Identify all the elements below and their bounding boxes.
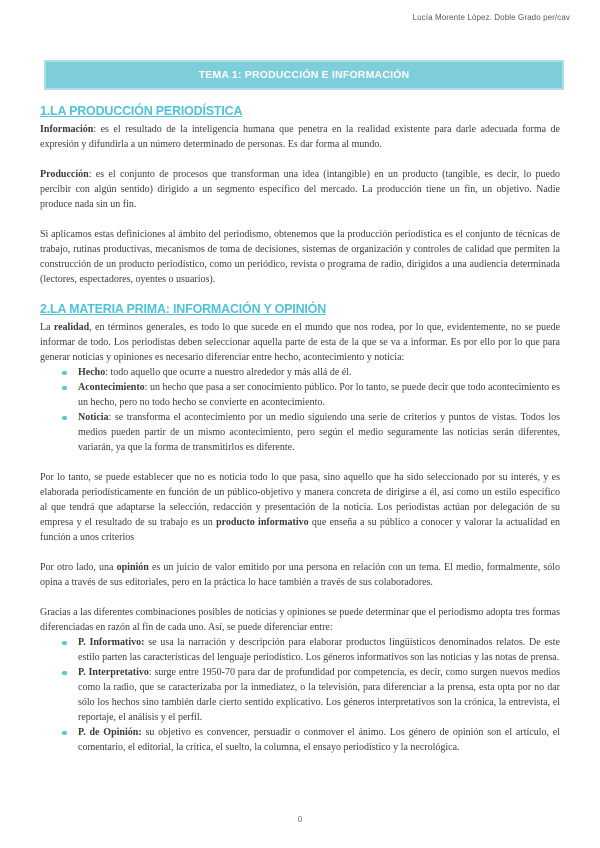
term-informacion: Información xyxy=(40,124,94,135)
list-item-text: su objetivo es convencer, persuadir o conmover el ánimo. Los género de opinión son el artículo, el comentario, el editorial, la crítica, el suelto, la columna, el ensayo periodístico y la necrológica. xyxy=(78,727,560,753)
paragraph-produccion-periodistica: Si aplicamos estas definiciones al ámbito del periodismo, obtenemos que la producción periodística es el conjunto de técnicas de trabajo, rutinas productivas, mecanismos de toma de decisiones, sistemas de organización y controles de calidad que permiten la construcción de un producto periodístico, como un periódico, revista o programa de radio, dirigidos a una audiencia determinada (lectores, espectadores, oyentes o usuarios). xyxy=(40,229,560,285)
paragraph-text: Por lo tanto, se puede establecer que no es noticia todo lo que pasa, sino aquello que ha sido seleccionado por su interés, y es elaborada periodísticamente en función de un público-objetivo y manera concreta de dirigirse a él, así como un estilo específico al que tendrá que adaptarse la selección, redacción y presentación de la noticia. Los periodistas actúan por delegación de su empresa y el resultado de su trabajo es un xyxy=(40,472,560,528)
term-p-informativo: P. Informativo: xyxy=(78,637,145,648)
paragraph-text: es un juicio de valor emitido por una persona en relación con un tema. El medio, formalmente, sólo opina a través de sus editoriales, pero en la práctica lo hace también a través de sus colaboradores. xyxy=(40,562,561,588)
list-item-text: : todo aquello que ocurre a nuestro alrededor y más allá de él. xyxy=(105,367,352,378)
paragraph-realidad xyxy=(40,320,560,365)
paragraph-text: : es el resultado de la inteligencia humana que penetra en la realidad existente para darle adecuada forma de expresión y difundirla a un número determinado de personas. Es dar forma al mundo. xyxy=(40,124,560,150)
paragraph-text: : es el conjunto de procesos que transforman una idea (intangible) en un producto (tangible, es decir, lo puedo percibir con algún sentido) dirigido a un segmento específico del mercado. La producción tiene un fin, un objetivo. Nadie produce nada sin un fin. xyxy=(40,169,560,210)
document-body xyxy=(40,104,560,770)
paragraph-opinion xyxy=(40,560,560,590)
list-formas-periodismo xyxy=(40,635,560,755)
list-item xyxy=(78,725,560,755)
list-item-text: : un hecho que pasa a ser conocimiento público. Por lo tanto, se puede decir que todo acontecimiento es un hecho, pero no todo hecho se convierte en acontecimiento. xyxy=(78,382,560,408)
list-item-text: : surge entre 1950-70 para dar de profundidad por competencia, es decir, como surgen nuevos medios como la radio, que se caracterizaba por la inmediatez, o la televisión, para diferenciar a la prensa, esta opta por no dar sólo los hechos sino también darle cierto sentido explicativo. Los géneros interpretativos son la crónica, la entrevista, el reportaje, el análisis y el perfil. xyxy=(78,667,560,723)
author-header: Lucía Morente López. Doble Grado per/cav xyxy=(412,13,570,22)
paragraph-text: que enseña a su público a conocer y valorar la actualidad en función a unos criterios xyxy=(40,517,560,543)
list-item xyxy=(78,380,560,410)
paragraph-no-es-noticia xyxy=(40,470,560,545)
term-noticia: Noticia xyxy=(78,412,109,423)
page-number: 0 xyxy=(297,815,303,824)
list-item xyxy=(78,635,560,665)
paragraph-combinaciones: Gracias a las diferentes combinaciones posibles de noticias y opiniones se puede determinar que el periodismo adopta tres formas diferenciadas en razón al fin de cada uno. Así, se puede diferenciar entre: xyxy=(40,607,560,633)
term-hecho: Hecho xyxy=(78,367,106,378)
term-p-de-opinion: P. de Opinión: xyxy=(78,727,142,738)
paragraph-text: Por otro lado, una xyxy=(40,562,117,573)
list-item xyxy=(78,410,560,455)
section1-heading: 1.LA PRODUCCIÓN PERIODÍSTICA xyxy=(40,104,243,118)
section2-heading: 2.LA MATERIA PRIMA: INFORMACIÓN Y OPINIÓN xyxy=(40,302,327,316)
paragraph-text: , en términos generales, es todo lo que sucede en el mundo que nos rodea, por lo que, evidentemente, no se puede informar de todo. Los periodistas deben seleccionar aquella parte de esta de la que se va a informar. Es por ello por lo que para generar noticias y opiniones es necesario diferenciar entre hecho, acontecimiento y noticia: xyxy=(40,322,561,363)
term-realidad: realidad xyxy=(53,322,90,333)
title-banner xyxy=(44,60,564,90)
list-item-text: se usa la narración y descripción para elaborar productos lingüísticos denominados relatos. De este estilo parten las características del lenguaje periodístico. Los géneros informativos son las noticias y las notas de prensa. xyxy=(78,637,560,663)
paragraph-informacion xyxy=(40,122,560,152)
term-p-interpretativo: P. Interpretativo xyxy=(78,667,149,678)
page-title: TEMA 1: PRODUCCIÓN E INFORMACIÓN xyxy=(198,69,410,81)
list-item xyxy=(78,665,560,725)
list-item-text: : se transforma el acontecimiento por un medio siguiendo una serie de criterios y puntos de vistas. Todos los medios pueden partir de un mismo acontecimiento, pero según el medio seguramente las noticias serán diferentes, variarán, ya que la forma de transmitirlos es diferente. xyxy=(78,412,560,453)
term-producto-informativo: producto informativo xyxy=(216,517,309,528)
list-hecho-acontecimiento-noticia xyxy=(40,365,560,455)
paragraph-text: La xyxy=(40,322,54,333)
term-produccion: Producción xyxy=(40,169,89,180)
list-item xyxy=(78,365,560,380)
term-opinion: opinión xyxy=(116,562,149,573)
paragraph-produccion xyxy=(40,167,560,212)
term-acontecimiento: Acontecimiento xyxy=(78,382,145,393)
